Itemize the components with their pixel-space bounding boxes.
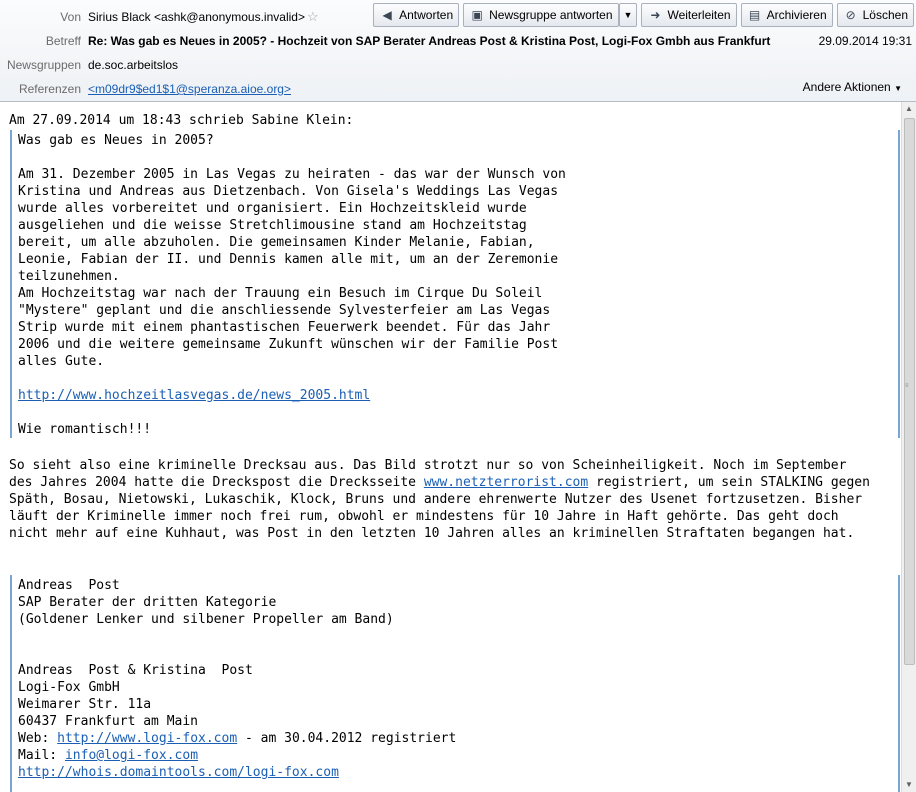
web-note: - am 30.04.2012 registriert: [237, 731, 457, 746]
star-icon[interactable]: ☆: [306, 9, 319, 24]
other-actions-label: Andere Aktionen: [802, 80, 891, 94]
message-toolbar: [373, 3, 914, 27]
references-row: [0, 78, 400, 100]
delete-label: Löschen: [862, 8, 908, 22]
archive-button[interactable]: [741, 3, 833, 27]
forward-arrow-icon: ➜: [650, 8, 661, 22]
scroll-down-arrow-icon[interactable]: ▼: [905, 780, 913, 789]
scrollbar-grip-icon: ≡: [905, 383, 909, 389]
reply-dropdown-button[interactable]: [619, 3, 638, 27]
reply-label: Antworten: [399, 8, 454, 22]
forward-button[interactable]: [641, 3, 736, 27]
delete-icon: ⊘: [845, 8, 856, 22]
whois-line: [18, 764, 898, 781]
other-actions-menu[interactable]: [803, 80, 902, 94]
archive-label: Archivieren: [766, 8, 827, 22]
sender-address[interactable]: Sirius Black <ashk@anonymous.invalid>: [88, 10, 305, 24]
forward-label: Weiterleiten: [667, 8, 731, 22]
newsgroups-label: Newsgruppen: [6, 58, 81, 72]
mail-label: Mail:: [18, 748, 65, 763]
hochzeit-link[interactable]: http://www.hochzeitlasvegas.de/news_2005.html: [18, 388, 371, 403]
netzterrorist-link[interactable]: www.netzterrorist.com: [423, 475, 589, 490]
reply-newsgroup-label: Newsgruppe antworten: [489, 8, 613, 22]
dropdown-arrow-icon: ▼: [623, 10, 633, 20]
reply-button[interactable]: [373, 3, 459, 27]
scrollbar-thumb[interactable]: [904, 118, 915, 665]
from-value[interactable]: [88, 6, 319, 28]
subject-row: [0, 30, 916, 52]
newsgroups-row: [0, 54, 400, 76]
message-body: [0, 102, 902, 792]
logi-fox-web-link[interactable]: http://www.logi-fox.com: [57, 731, 238, 746]
subject-label: Betreff: [45, 34, 81, 48]
quoted-text-2: Andreas Post SAP Berater der dritten Kategorie (Goldener Lenker und silbener Propeller am Band) Andreas Post & Kristina Post Logi-Fox GmbH Weimarer Str. 11a 60437 Frankfurt am Main: [18, 578, 394, 729]
reply-newsgroup-group: [463, 3, 637, 27]
reply-text-part1: So sieht also eine kriminelle Drecksau aus. Das Bild strotzt nur so von Scheinheiligkeit. Noch im September des Jahres 2004 hatte die Dreckspost die Drecksseite: [9, 458, 847, 490]
reply-paragraph: [9, 457, 870, 542]
message-date: 29.09.2014 19:31: [818, 34, 912, 48]
from-label: Von: [60, 10, 81, 24]
archive-icon: ▤: [748, 8, 761, 22]
mail-line: [18, 747, 898, 764]
quote-attribution: Am 27.09.2014 um 18:43 schrieb Sabine Klein:: [9, 113, 354, 128]
quoted-block-1: [10, 130, 900, 438]
message-header: [0, 0, 916, 102]
from-row: [0, 6, 400, 28]
scroll-up-arrow-icon[interactable]: ▲: [905, 104, 913, 113]
quoted-block-2: [10, 575, 900, 792]
reply-arrow-icon: ◀: [382, 8, 392, 22]
web-line: [18, 730, 898, 747]
chevron-down-icon: ▼: [894, 84, 902, 93]
whois-link[interactable]: http://whois.domaintools.com/logi-fox.com: [18, 765, 339, 780]
vertical-scrollbar[interactable]: [901, 102, 916, 792]
quoted-text-1: Was gab es Neues in 2005? Am 31. Dezember 2005 in Las Vegas zu heiraten - das war der Wunsch von Kristina und Andreas aus Dietzenbach. Von Gisela's Weddings Las Vegas wurde alles vorbereitet und organisiert. Ein Hochzeitskleid wurde ausgeliehen und die weisse Stretchlimousine stand am Hochzeitstag bereit, um alle abzuholen. Die gemeinsamen Kinder Melanie, Fabian, Leonie, Fabian der II. und Dennis kamen alle mit, um an der Zeremonie teilzunehmen. Am Hochzeitstag war nach der Trauung ein Besuch im Cirque Du Soleil "Mystere" geplant und die anschliessende Sylvesterfeier am Las Vegas Strip wurde mit einem phantastischen Feuerwerk beendet. Für das Jahr 2006 und die weitere gemeinsame Zukunft wünschen wir der Familie Post alles Gute.: [18, 133, 566, 369]
newsgroups-value[interactable]: de.soc.arbeitslos: [88, 58, 179, 72]
web-label: Web:: [18, 731, 58, 746]
reply-text-part2: registriert, um sein STALKING gegen Späth, Bosau, Nietowski, Lukaschik, Klock, Bruns und andere ehrenwerte Nutzer des Usenet fortzusetzen. Bisher läuft der Kriminelle immer noch frei rum, obwohl er mindestens für 10 Jahre in Haft gehörte. Das geht doch nicht mehr auf eine Kuhhaut, was Post in den letzten 10 Jahren alles an kriminellen Straftaten begangen hat.: [9, 475, 870, 541]
newsgroup-icon: ▣: [471, 8, 483, 22]
reply-newsgroup-button[interactable]: [463, 3, 618, 27]
quoted-closing: Wie romantisch!!!: [18, 422, 152, 437]
delete-button[interactable]: [837, 3, 914, 27]
mail-link[interactable]: info@logi-fox.com: [64, 748, 199, 763]
references-label: Referenzen: [18, 82, 81, 96]
references-link[interactable]: <m09dr9$ed1$1@speranza.aioe.org>: [88, 82, 291, 96]
subject-value: Re: Was gab es Neues in 2005? - Hochzeit von SAP Berater Andreas Post & Kristina Post, Logi-Fox Gmbh aus Frankfurt: [88, 34, 771, 48]
